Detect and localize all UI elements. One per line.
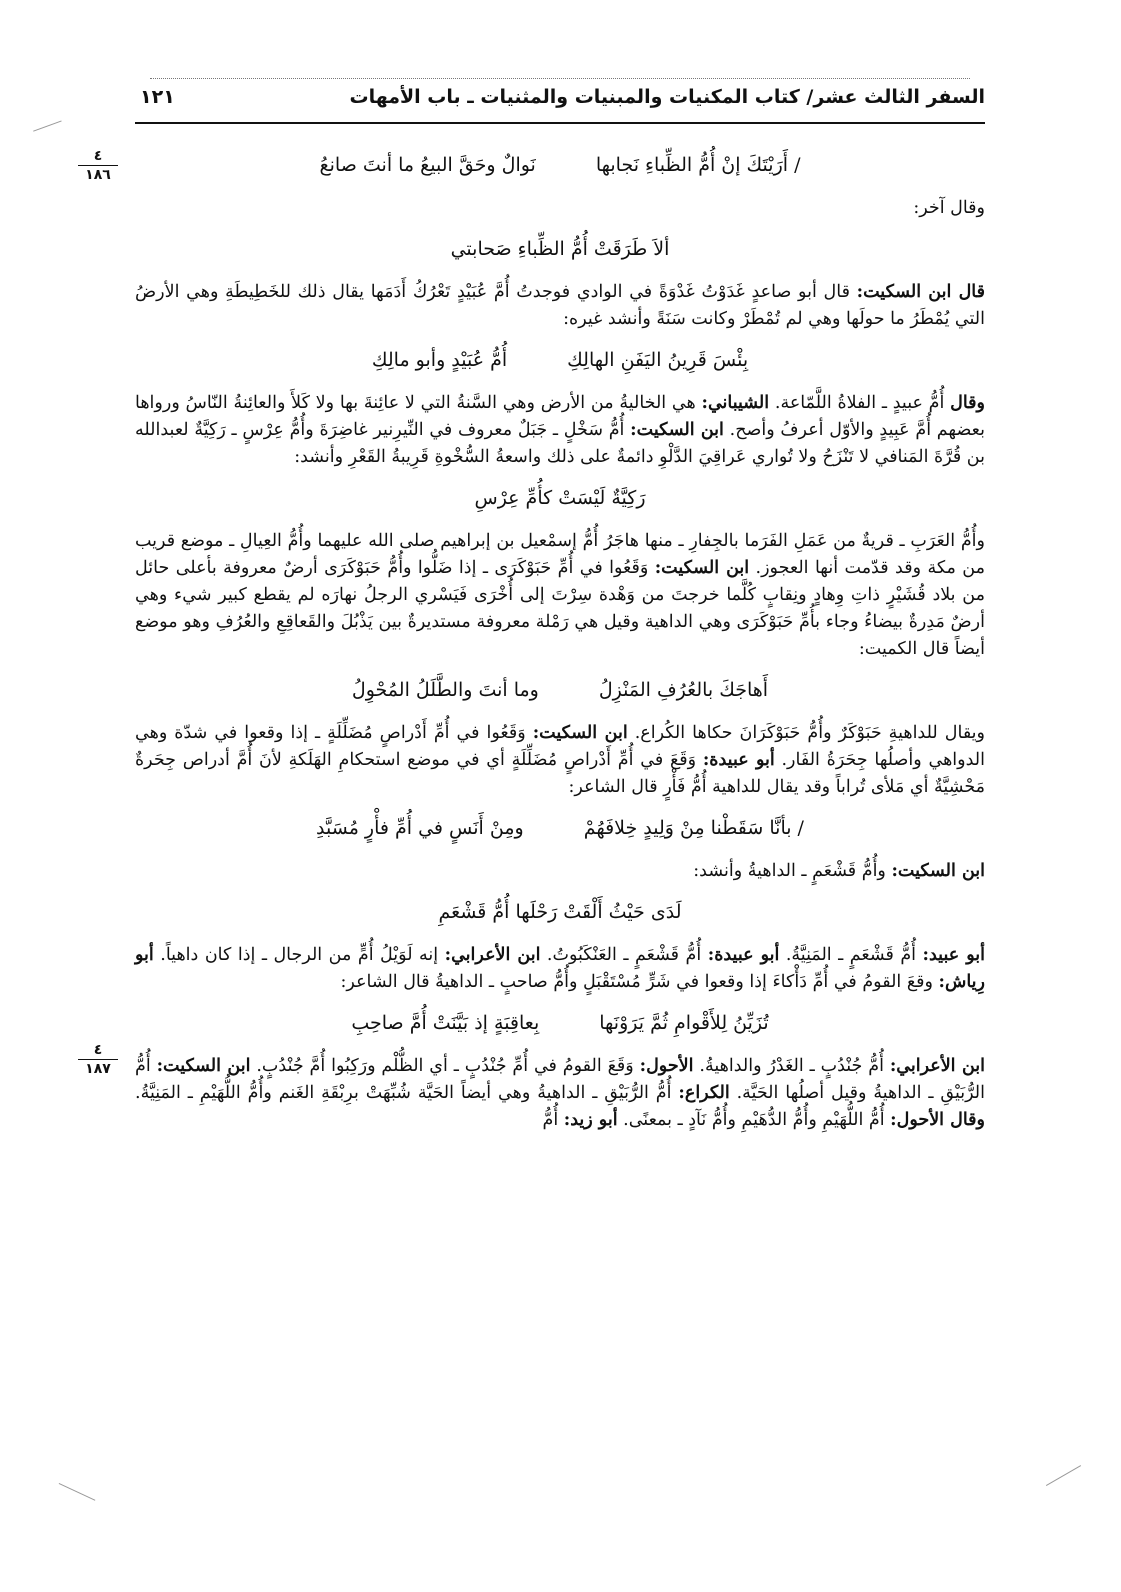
- paragraph-text: وأُمُّ العَرَبِ ـ قريةٌ من عَمَلِ الفَرَما بالجِفارِ ـ منها هاجَرُ أُمُّ إسمْعيل بن إبراهيم صلى الله عليهما وأُمُّ العِيالِ ـ موضع قريب من مكة وقد قدّمت أنها العجوز.: [135, 531, 985, 578]
- verse-hemistich: أَهاجَكَ بالعُرُفِ المَنْزِلُ: [598, 679, 769, 701]
- verse-hemistich: وما أنتَ والطَّلَلُ المُحْوِلُ: [351, 679, 539, 701]
- speaker-label: ابن الأعرابي:: [444, 945, 541, 965]
- corner-mark: [1039, 1453, 1081, 1486]
- margin-ref-page: ١٨٦: [85, 167, 111, 183]
- paragraph-text: أُمُّ عبيدٍ ـ الفلاةُ اللَّمّاعة.: [769, 393, 951, 413]
- paragraph-text: وأُمُّ قَشْعَمٍ ـ الداهيةُ وأنشد:: [693, 861, 892, 881]
- paragraph-text: أُمُّ الرُّبَيْقِ ـ الداهيةُ وهي أيضاً الحَيَّة شُبِّهَتْ برِبْقَةِ الغَنم وأُمُّ اللُّهَيْمِ ـ المَنِيَّةُ.: [135, 1083, 679, 1103]
- speaker-label: الأحول:: [639, 1056, 694, 1076]
- verse-hemistich: تُزَيِّنُ لِلأَقْوامِ ثُمَّ يَرَوْنَها: [599, 1012, 769, 1034]
- speaker-label: وقال الأحول:: [890, 1110, 985, 1130]
- page-number: ١٢١: [140, 86, 175, 108]
- paragraph-text: أُمُّ: [542, 1110, 564, 1130]
- paragraph-text: وَقَعَ القومُ في أُمِّ جُنْدُبٍ ـ أي الظُّلْم ورَكِبُوا أُمَّ جُنْدُبٍ.: [250, 1056, 640, 1076]
- paragraph-text: أُمُّ اللُّهَيْمِ وأُمُّ الدُّهَيْمِ وأُمُّ نَآدٍ ـ بمعنًى.: [617, 1110, 891, 1130]
- paragraph-text: وقعَ القومُ في أُمِّ دَأْكاءَ إذا وقعوا في شَرٍّ مُسْتَقْبَلٍ وأُمُّ صاحبٍ ـ الداهيةُ قال الشاعر:: [340, 972, 939, 992]
- running-title: السفر الثالث عشر/ كتاب المكنيات والمبنيات والمثنيات ـ باب الأمهات: [349, 86, 985, 108]
- paragraph-text: وَقَعُوا في أُمِّ أَدْراصٍ مُضَلِّلَةٍ ـ إذا وقعوا في شدّة وهي الدواهي وأصلُها جِحَرَةُ الفَار.: [135, 723, 985, 770]
- speaker-label: قال ابن السكيت:: [856, 282, 986, 302]
- speaker-label: ابن السكيت:: [654, 558, 750, 578]
- paragraph-text: أُمُّ قَشْعَمٍ ـ العَنْكَبُوتُ.: [540, 945, 708, 965]
- verse-hemistich: رَكِيَّةٌ لَيْسَتْ كأُمِّ عِرْسِ: [474, 487, 646, 509]
- verse-hemistich: لَدَى حَيْثُ أَلْقَتْ رَحْلَها أُمُّ قَشْعَمِ: [438, 901, 682, 923]
- paragraph-text: ويقال للداهيةِ حَبَوْكَرٌ وأُمُّ حَبَوْكَرَانَ حكاها الكُراع.: [627, 723, 985, 743]
- verse: [135, 236, 985, 263]
- verse: [135, 899, 985, 926]
- paragraph-text: هي الخاليةُ من الأرض وهي السَّنةُ التي لا عائِنةَ بها ولا كَلأَ والعائِنةُ النّاسُ ورواها بعضهم أُمَّ عَبِيدٍ والأوّل أعرفُ وأصح.: [135, 393, 985, 440]
- margin-ref-page: ١٨٧: [85, 1061, 111, 1077]
- verse-hemistich: أُمُّ عُبَيْدٍ وأبو مالِكِ: [371, 349, 508, 371]
- page-header: [130, 80, 985, 120]
- corner-mark: [59, 1470, 102, 1500]
- paragraph-text: وقال آخر:: [913, 198, 985, 218]
- paragraph-text: أُمُّ سَخْلٍ ـ جَبَلٌ معروف في النِّيرِنير غاضِرَةَ وأُمُّ عِرْسٍ ـ رَكِيَّةٌ لعبدالله بن قُرَّةَ المَنافي لا تَنْزَحُ ولا تُواري عَراقِيَ الدَّلْوِ دائمةٌ على ذلك واسعةُ السُّخْوةِ قَرِيبةُ القَعْرِ وأنشد:: [135, 420, 985, 467]
- verse-hemistich: ومِنْ أَنَسٍ في أُمِّ فأْرٍ مُسَبَّدِ: [316, 817, 524, 839]
- paragraph: [135, 942, 985, 996]
- paragraph: [135, 528, 985, 663]
- speaker-label: ابن السكيت:: [156, 1056, 251, 1076]
- paragraph: [135, 279, 985, 333]
- verse: [135, 485, 985, 512]
- verse-hemistich: بِعاقِبَةٍ إذ بَيَّنَتْ أُمَّ صاحِبِ: [351, 1012, 540, 1034]
- paragraph-text: أُمُّ جُنْدُبٍ ـ الغَدْرُ والداهيةُ.: [693, 1056, 890, 1076]
- paragraph-text: إنه لَوَيْلُ أُمٍّ من الرجال ـ إذا كان داهياً.: [153, 945, 445, 965]
- top-dotted-line: [150, 78, 970, 79]
- paragraph: [135, 195, 985, 222]
- paragraph-text: وَقَعَ في أُمِّ أَدْراصٍ مُضَلِّلَةٍ أي في موضع استحكامِ الهَلَكةِ لأنَ أُمَّ أدراص جِحَرةٌ مَحْشِيَّةٌ أي مَلأى تُراباً وقد يقال للداهية أُمُّ فَأْرٍ قال الشاعر:: [135, 750, 985, 797]
- header-rule: [135, 122, 985, 124]
- speaker-label: أبو زيد:: [563, 1110, 618, 1130]
- paragraph: [135, 720, 985, 801]
- paragraph: [135, 1053, 985, 1134]
- speaker-label: أبو رِياش:: [135, 945, 985, 992]
- paragraph-text: أُمُّ قَشْعَمٍ ـ المَنِيَّةُ.: [779, 945, 923, 965]
- paragraph-text: قال أبو صاعدٍ غَدَوْتُ غَدْوَةً في الوادي فوجدتُ أُمَّ عُبَيْدٍ تَعْرُكُ أَدَمَها يقال ذلك للخَطِيطَةِ وهي الأرضُ التي يُمْطَرُ ما حولَها وهي لم تُمْطَرْ وكانت سَنَةً وأنشد غيره:: [135, 282, 985, 329]
- margin-reference: [78, 148, 118, 183]
- verse: [135, 1010, 985, 1037]
- page-body: [135, 138, 985, 1140]
- verse: [135, 347, 985, 374]
- verse-hemistich: ألاَ طَرَقَتْ أُمُّ الظِّباءِ صَحابتي: [450, 238, 670, 260]
- speaker-label: الكراع:: [678, 1083, 730, 1103]
- speaker-label: ابن السكيت:: [891, 861, 985, 881]
- speaker-label: أبو عبيدة:: [702, 750, 775, 770]
- corner-mark: [28, 107, 61, 131]
- verse: [135, 815, 985, 842]
- margin-ref-volume: ٤: [78, 148, 118, 166]
- verse-hemistich: / بأنَّا سَقَطْنا مِنْ وَلِيدٍ خِلافَهُمْ: [583, 817, 804, 839]
- paragraph: [135, 858, 985, 885]
- verse: [135, 152, 985, 179]
- verse-hemistich: / أَرَيْتَكَ إنْ أُمُّ الظِّباءِ نَجابها: [595, 154, 801, 176]
- margin-ref-volume: ٤: [78, 1042, 118, 1060]
- verse: [135, 677, 985, 704]
- speaker-label: الشيباني:: [701, 393, 770, 413]
- paragraph: [135, 390, 985, 471]
- speaker-label: وقال: [950, 393, 985, 413]
- speaker-label: أبو عبيدة:: [707, 945, 780, 965]
- paragraph-text: أُمُّ الرُّبَيْقِ ـ الداهيةُ وقيل أصلُها الحَيَّة.: [135, 1056, 985, 1103]
- verse-hemistich: نَوالٌ وحَقَّ البيعُ ما أنتَ صانعُ: [319, 154, 536, 176]
- speaker-label: أبو عبيد:: [922, 945, 985, 965]
- margin-reference: [78, 1042, 118, 1077]
- verse-hemistich: بِئْسَ قَرِينُ اليَفَنِ الهالِكِ: [567, 349, 749, 371]
- speaker-label: ابن الأعرابي:: [889, 1056, 985, 1076]
- paragraph-text: وَقَعُوا في أُمِّ حَبَوْكَرَى ـ إذا ضَلُّوا وأُمُّ حَبَوْكَرَى أرضٌ معروفة بأعلى حائل من بلاد قُشَيْرٍ ذاتِ وِهادٍ ونِقابٍ كُلَّما خرجتَ من وَهْدة سِرْتَ إلى أُخْرَى فَيَسْري الرجلُ نهارَه لم يقطع كبير شيء وهي أرضٌ مَدِرةٌ بيضاءُ وجاء بأُمِّ حَبَوْكَرَى وهي الداهية وقيل هي رَمْلة معروفة مستديرةٌ بين يَذْبُلَ والقَعاقِعِ والعُرُفِ وهو موضع أيضاً قال الكميت:: [135, 558, 985, 659]
- speaker-label: ابن السكيت:: [532, 723, 628, 743]
- speaker-label: ابن السكيت:: [630, 420, 724, 440]
